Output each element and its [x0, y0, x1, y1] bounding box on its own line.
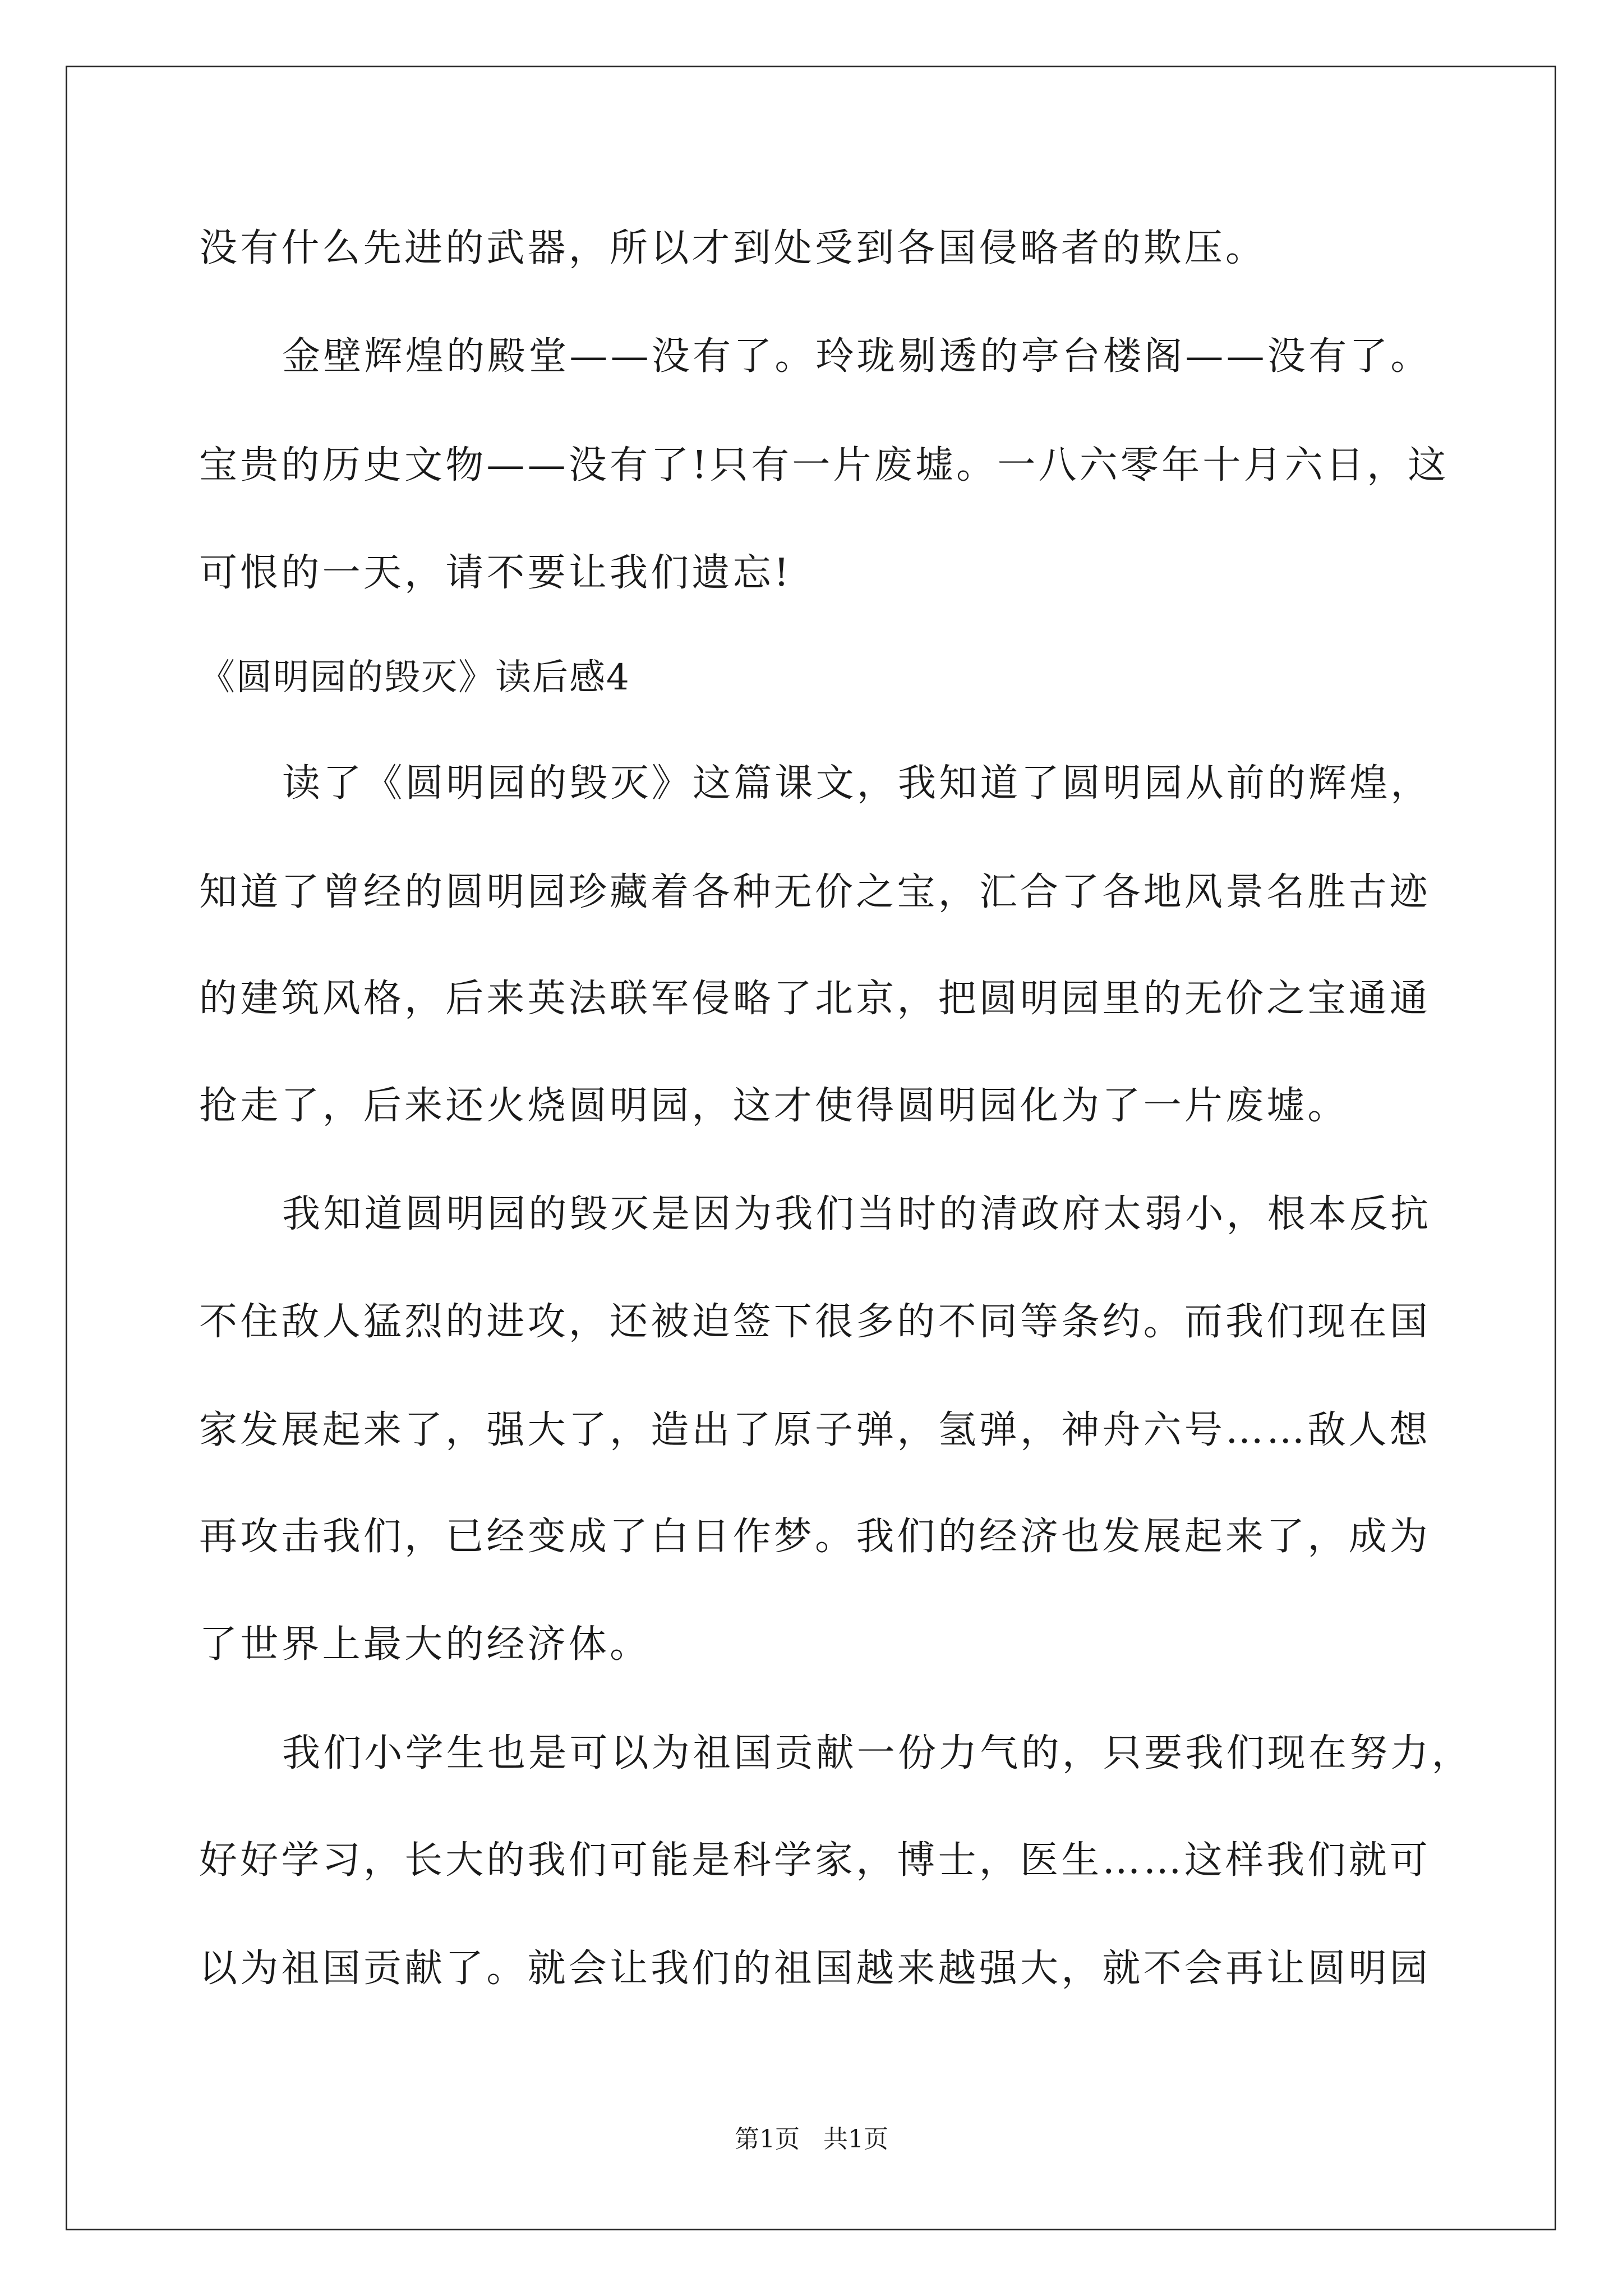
text-line: 的建筑风格，后来英法联军侵略了北京，把圆明园里的无价之宝通通: [199, 977, 1431, 1021]
text-line: 以为祖国贡献了。就会让我们的祖国越来越强大，就不会再让圆明园: [199, 1947, 1431, 1991]
text-line: 金壁辉煌的殿堂——没有了。玲珑剔透的亭台楼阁——没有了。: [282, 334, 1432, 379]
text-line: 没有什么先进的武器，所以才到处受到各国侵略者的欺压。: [199, 226, 1267, 270]
text-line: 不住敌人猛烈的进攻，还被迫签下很多的不同等条约。而我们现在国: [199, 1300, 1431, 1344]
text-line: 我们小学生也是可以为祖国贡献一份力气的，只要我们现在努力，: [282, 1731, 1473, 1775]
page-border: [66, 66, 1556, 2230]
page-footer: 第1页 共1页: [735, 2125, 888, 2154]
text-line: 家发展起来了，强大了，造出了原子弹，氢弹，神舟六号……敌人想: [199, 1408, 1431, 1452]
text-line: 抢走了，后来还火烧圆明园，这才使得圆明园化为了一片废墟。: [199, 1084, 1349, 1128]
text-line: 知道了曾经的圆明园珍藏着各种无价之宝，汇合了各地风景名胜古迹: [199, 870, 1431, 914]
section-heading: 《圆明园的毁灭》读后感4: [199, 657, 630, 698]
text-line: 宝贵的历史文物——没有了!只有一片废墟。一八六零年十月六日，这: [199, 443, 1449, 487]
text-line: 再攻击我们，已经变成了白日作梦。我们的经济也发展起来了，成为: [199, 1515, 1431, 1559]
text-line: 读了《圆明园的毁灭》这篇课文，我知道了圆明园从前的辉煌，: [282, 761, 1432, 806]
text-line: 了世界上最大的经济体。: [199, 1622, 651, 1667]
text-line: 可恨的一天，请不要让我们遗忘!: [199, 551, 792, 595]
text-line: 我知道圆明园的毁灭是因为我们当时的清政府太弱小，根本反抗: [282, 1192, 1432, 1236]
text-line: 好好学习，长大的我们可能是科学家，博士，医生……这样我们就可: [199, 1838, 1431, 1883]
